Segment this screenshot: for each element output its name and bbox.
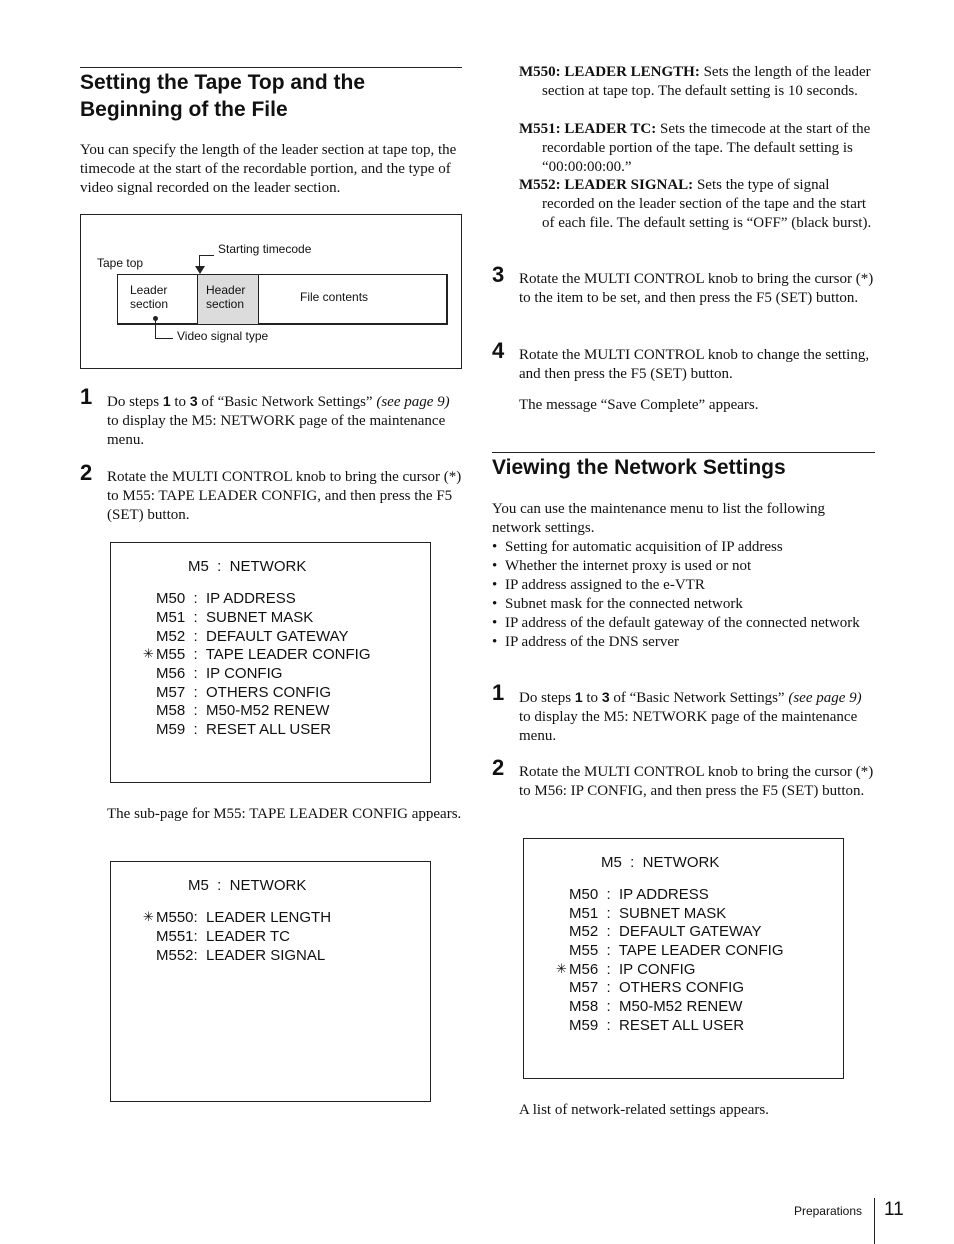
- list-item: • Subnet mask for the connected network: [492, 595, 875, 614]
- step-number-3: 3: [492, 262, 505, 287]
- param-m552: M552: LEADER SIGNAL: Sets the type of signal recorded on the leader section of the tape and the start of each file. The default setting is “OFF” (black burst).: [519, 177, 872, 231]
- screen-line-selected: M55 : TAPE LEADER CONFIG: [156, 646, 371, 663]
- list-item: • Setting for automatic acquisition of IP address: [492, 538, 875, 557]
- footer-section-name: Preparations: [793, 1204, 862, 1218]
- page-number: 11: [884, 1199, 904, 1220]
- list-item: • Whether the internet proxy is used or not: [492, 557, 875, 576]
- param-m550: M550: LEADER LENGTH: Sets the length of the leader section at tape top. The default setting is 10 seconds.: [519, 64, 871, 99]
- screen-title: M5 : NETWORK: [601, 854, 720, 871]
- param-m551: M551: LEADER TC: Sets the timecode at the start of the recordable portion of the tape. The default setting is “00:00:00:00.”: [519, 121, 871, 175]
- step-2-text: Rotate the MULTI CONTROL knob to bring the cursor (*) to M56: IP CONFIG, and then press the F5 (SET) button.: [519, 764, 874, 799]
- heading-rule: [80, 67, 462, 68]
- screen-line-selected: M550: LEADER LENGTH: [156, 909, 332, 926]
- menu-screen-m5-network-ip: [523, 838, 844, 1079]
- step-number-4: 4: [492, 338, 505, 363]
- step-number-2: 2: [80, 460, 93, 485]
- tape-bar: [117, 274, 448, 325]
- save-complete-message: The message “Save Complete” appears.: [519, 397, 759, 413]
- network-intro: You can use the maintenance menu to list the following network settings.: [492, 501, 825, 536]
- footer-divider: [874, 1198, 875, 1244]
- see-page-link: (see page 9): [376, 394, 450, 410]
- screen-line: M55 : TAPE LEADER CONFIG: [569, 942, 784, 959]
- video-signal-type-label: Video signal type: [177, 329, 269, 343]
- screen-line: M57 : OTHERS CONFIG: [569, 979, 745, 996]
- cursor-asterisk-icon: ✳: [143, 647, 154, 662]
- list-item: • IP address of the default gateway of the connected network: [492, 614, 875, 633]
- step-number-2: 2: [492, 755, 505, 780]
- screen-line: M50 : IP ADDRESS: [569, 886, 709, 903]
- menu-screen-m5-network: [110, 542, 431, 783]
- file-contents-label: File contents: [300, 290, 369, 304]
- step-2-text: Rotate the MULTI CONTROL knob to bring the cursor (*) to M55: TAPE LEADER CONFIG, and then press the F5 (SET) button.: [107, 469, 462, 523]
- leader-section-label: Leader section: [130, 283, 169, 311]
- tape-diagram: [80, 214, 462, 369]
- header-section-label: Header section: [206, 283, 246, 311]
- screen-line: M56 : IP CONFIG: [156, 665, 283, 682]
- screen-line: M551: LEADER TC: [156, 928, 290, 945]
- leader-section-cell: [118, 275, 198, 324]
- screen-line-selected: M56 : IP CONFIG: [569, 961, 696, 978]
- step-4-text: Rotate the MULTI CONTROL knob to change the setting, and then press the F5 (SET) button.: [519, 347, 870, 382]
- screen-line: M50 : IP ADDRESS: [156, 590, 296, 607]
- screen-line: M57 : OTHERS CONFIG: [156, 684, 332, 701]
- see-page-link: (see page 9): [788, 690, 862, 706]
- list-appears-text: A list of network-related settings appears.: [519, 1102, 769, 1118]
- subpage-text: The sub-page for M55: TAPE LEADER CONFIG appears.: [107, 806, 462, 822]
- step-1-text: Do steps 1 to 3 of “Basic Network Settings” (see page 9) to display the M5: NETWORK page of the maintenance menu.: [519, 689, 862, 744]
- menu-screen-tape-leader-config: [110, 861, 431, 1102]
- screen-line: M58 : M50-M52 RENEW: [569, 998, 743, 1015]
- cursor-asterisk-icon: ✳: [143, 910, 154, 925]
- screen-line: M52 : DEFAULT GATEWAY: [156, 628, 349, 645]
- header-section-cell: [198, 275, 259, 324]
- video-signal-line: [155, 338, 173, 339]
- intro-paragraph: You can specify the length of the leader section at tape top, the timecode at the start of the recordable portion, and the type of video signal recorded on the leader section.: [80, 142, 457, 196]
- section-heading-tape-top: Setting the Tape Top and the Beginning of the File: [80, 71, 366, 121]
- screen-line: M52 : DEFAULT GATEWAY: [569, 923, 762, 940]
- list-item: • IP address of the DNS server: [492, 633, 875, 652]
- screen-title: M5 : NETWORK: [188, 558, 307, 575]
- step-number-1: 1: [492, 680, 505, 705]
- screen-title: M5 : NETWORK: [188, 877, 307, 894]
- network-settings-list: [492, 538, 875, 652]
- screen-line: M51 : SUBNET MASK: [156, 609, 314, 626]
- step-1-text: Do steps 1 to 3 of “Basic Network Settings” (see page 9) to display the M5: NETWORK page of the maintenance menu.: [107, 393, 450, 448]
- step-number-1: 1: [80, 384, 93, 409]
- timecode-arrow: [195, 266, 205, 274]
- timecode-pointer-line: [200, 255, 214, 256]
- screen-line: M58 : M50-M52 RENEW: [156, 702, 330, 719]
- starting-timecode-label: Starting timecode: [218, 242, 312, 256]
- screen-line: M51 : SUBNET MASK: [569, 905, 727, 922]
- screen-line: M552: LEADER SIGNAL: [156, 947, 326, 964]
- cursor-asterisk-icon: ✳: [556, 962, 567, 977]
- tape-top-label: Tape top: [97, 256, 144, 270]
- heading-rule: [492, 452, 875, 453]
- video-signal-stem: [155, 320, 156, 338]
- list-item: • IP address assigned to the e-VTR: [492, 576, 875, 595]
- screen-line: M59 : RESET ALL USER: [156, 721, 332, 738]
- step-3-text: Rotate the MULTI CONTROL knob to bring the cursor (*) to the item to be set, and then press the F5 (SET) button.: [519, 271, 874, 306]
- screen-line: M59 : RESET ALL USER: [569, 1017, 745, 1034]
- section-heading-network-settings: Viewing the Network Settings: [492, 456, 786, 479]
